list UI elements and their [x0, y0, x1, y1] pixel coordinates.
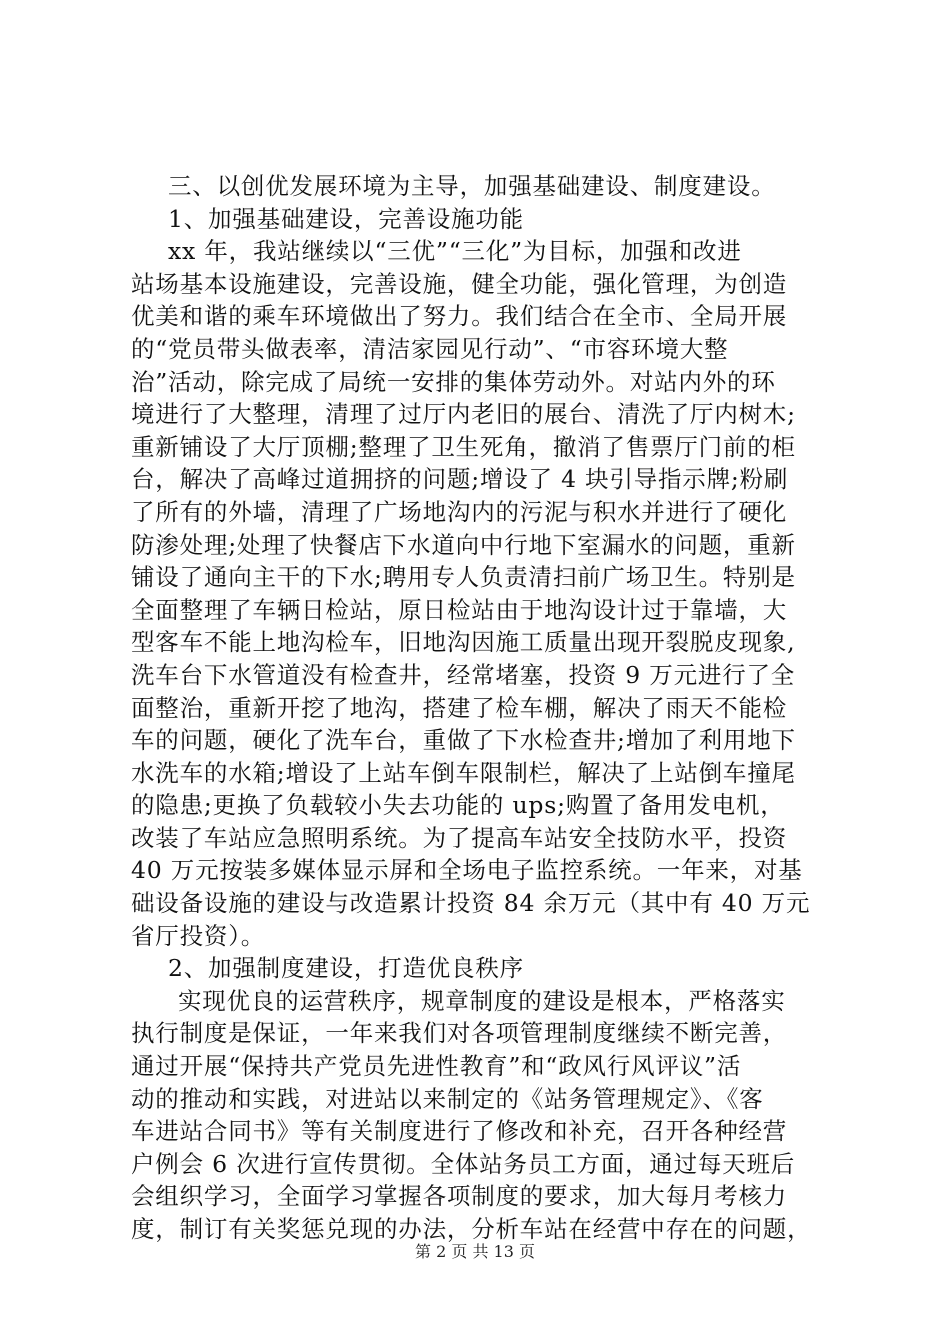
paragraph-line: 户例会 6 次进行宣传贯彻。全体站务员工方面，通过每天班后: [131, 1149, 796, 1178]
paragraph-line: 洗车台下水管道没有检查井，经常堵塞，投资 9 万元进行了全: [131, 660, 796, 689]
paragraph-line: 的“党员带头做表率，清洁家园见行动”、“市容环境大整: [131, 334, 729, 363]
paragraph-line: 台，解决了高峰过道拥挤的问题;增设了 4 块引导指示牌;粉刷: [131, 465, 789, 494]
paragraph-line: 治”活动，除完成了局统一安排的集体劳动外。对站内外的环: [131, 367, 776, 396]
paragraph-line: 防渗处理;处理了快餐店下水道向中行地下室漏水的问题，重新: [131, 530, 796, 559]
paragraph-line: 了所有的外墙，清理了广场地沟内的污泥与积水并进行了硬化: [131, 497, 788, 526]
document-body: [131, 170, 831, 1246]
paragraph-line: 面整治，重新开挖了地沟，搭建了检车棚，解决了雨天不能检: [131, 693, 788, 722]
paragraph-line: 全面整理了车辆日检站，原日检站由于地沟设计过于靠墙，大: [131, 595, 788, 624]
paragraph-line: 水洗车的水箱;增设了上站车倒车限制栏，解决了上站倒车撞尾: [131, 758, 796, 787]
paragraph-line: 会组织学习，全面学习掌握各项制度的要求，加大每月考核力: [131, 1182, 788, 1211]
paragraph-line: 车进站合同书》等有关制度进行了修改和补充，召开各种经营: [131, 1117, 788, 1146]
paragraph-line: 的隐患;更换了负载较小失去功能的 ups;购置了备用发电机，: [131, 791, 785, 820]
paragraph-line: 境进行了大整理，清理了过厅内老旧的展台、清洗了厅内树木;: [131, 400, 796, 429]
paragraph-line: 实现优良的运营秩序，规章制度的建设是根本，严格落实: [178, 986, 786, 1015]
subsection-heading-1: 1、加强基础建设，完善设施功能: [168, 204, 524, 233]
paragraph-line: 改装了车站应急照明系统。为了提高车站安全技防水平，投资: [131, 823, 788, 852]
paragraph-line: 础设备设施的建设与改造累计投资 84 余万元（其中有 40 万元: [131, 889, 811, 918]
paragraph-line: 通过开展“保持共产党员先进性教育”和“政风行风评议”活: [131, 1052, 742, 1081]
paragraph-line: 车的问题，硬化了洗车台，重做了下水检查井;增加了利用地下: [131, 726, 796, 755]
paragraph-line: 铺设了通向主干的下水;聘用专人负责清扫前广场卫生。特别是: [131, 563, 796, 592]
section-heading-3: 三、以创优发展环境为主导，加强基础建设、制度建设。: [168, 172, 776, 200]
paragraph-line: 重新铺设了大厅顶棚;整理了卫生死角，撤消了售票厅门前的柜: [131, 432, 796, 461]
paragraph-line: 动的推动和实践，对进站以来制定的《站务管理规定》、《客: [131, 1084, 764, 1113]
paragraph-line: 执行制度是保证，一年来我们对各项管理制度继续不断完善，: [131, 1019, 788, 1048]
paragraph-line: 省厅投资）。: [131, 921, 266, 950]
paragraph-line: 优美和谐的乘车环境做出了努力。我们结合在全市、全局开展: [131, 302, 788, 331]
subsection-heading-2: 2、加强制度建设，打造优良秩序: [168, 954, 524, 983]
paragraph-line: 站场基本设施建设，完善设施，健全功能，强化管理，为创造: [131, 269, 788, 298]
paragraph-line: xx 年，我站继续以“三优”“三化”为目标，加强和改进: [168, 237, 742, 266]
paragraph-line: 度，制订有关奖惩兑现的办法，分析车站在经营中存在的问题，: [131, 1215, 812, 1243]
paragraph-line: 型客车不能上地沟检车，旧地沟因施工质量出现开裂脱皮现象,: [131, 628, 796, 657]
page-footer: 第 2 页 共 13 页: [415, 1242, 535, 1261]
paragraph-line: 40 万元按装多媒体显示屏和全场电子监控系统。一年来，对基: [131, 856, 803, 885]
